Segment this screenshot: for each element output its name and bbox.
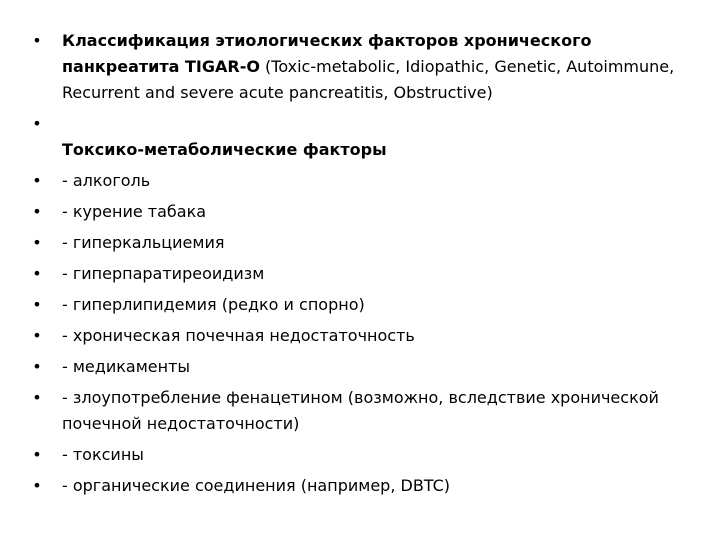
list-item-heading <box>30 28 692 106</box>
bullet-icon: • <box>32 476 42 495</box>
list-item-text: - органические соединения (например, DBTC) <box>62 476 451 495</box>
subheading: Токсико-метаболические факторы <box>62 140 387 159</box>
bullet-icon: • <box>32 445 42 464</box>
bullet-icon: • <box>32 202 42 221</box>
list-item <box>30 442 692 468</box>
list-item <box>30 473 692 499</box>
bullet-icon: • <box>32 326 42 345</box>
list-item-text: - курение табака <box>62 202 207 221</box>
list-item-text: - гиперлипидемия (редко и спорно) <box>62 295 365 314</box>
list-item <box>30 168 692 194</box>
list-item-text: - гиперкальциемия <box>62 233 225 252</box>
list-item-text: - злоупотребление фенацетином (возможно, вследствие хронической почечной недостаточности) <box>62 388 659 433</box>
bullet-icon: • <box>32 388 42 407</box>
list-item <box>30 354 692 380</box>
bullet-icon: • <box>32 233 42 252</box>
bullet-icon: • <box>32 171 42 190</box>
heading-normal-text: (Toxic-metabolic, Idiopathic, Genetic, Autoimmune, Recurrent and severe acute pancreatitis, Obstructive) <box>62 57 675 102</box>
bullet-list <box>30 28 692 499</box>
list-item <box>30 261 692 287</box>
list-item-text: - гиперпаратиреоидизм <box>62 264 265 283</box>
list-item-text: - хроническая почечная недостаточность <box>62 326 415 345</box>
bullet-icon: • <box>32 31 42 50</box>
list-item-text: - токсины <box>62 445 144 464</box>
list-item <box>30 199 692 225</box>
list-item <box>30 230 692 256</box>
list-item <box>30 323 692 349</box>
list-item-text: - медикаменты <box>62 357 191 376</box>
list-item <box>30 292 692 318</box>
list-item-text: - алкоголь <box>62 171 151 190</box>
list-item <box>30 385 692 437</box>
heading-bold-text: Классификация этиологических факторов хронического панкреатита TIGAR-O <box>62 31 592 76</box>
bullet-icon: • <box>32 114 42 133</box>
list-item-subheading <box>30 111 692 163</box>
bullet-icon: • <box>32 295 42 314</box>
bullet-icon: • <box>32 264 42 283</box>
bullet-icon: • <box>32 357 42 376</box>
